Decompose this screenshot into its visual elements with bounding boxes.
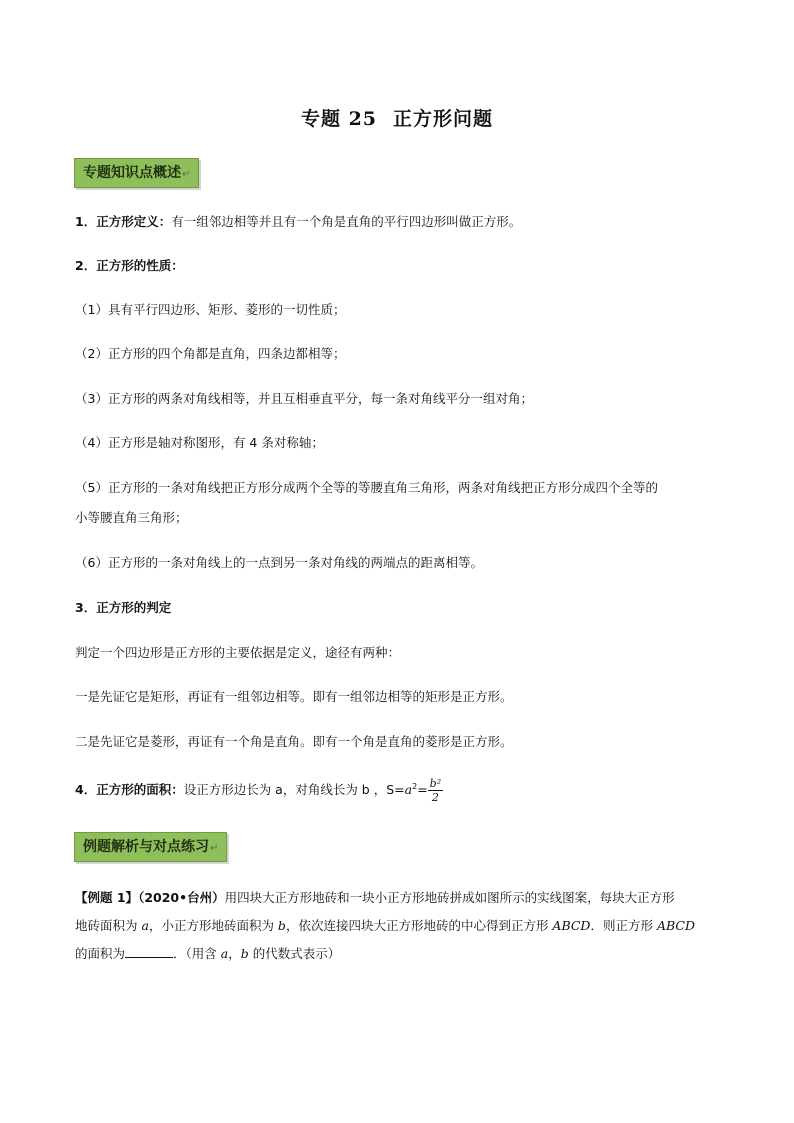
judgement-line: 一是先证它是矩形，再证有一组邻边相等。即有一组邻边相等的矩形是正方形。 [75, 689, 513, 704]
area-equals: = [417, 782, 428, 798]
fraction-numerator: b² [429, 777, 442, 791]
example-text: ，依次连接四块大正方形地砖的中心得到正方形 [285, 918, 553, 933]
property-item: （2）正方形的四个角都是直角，四条边都相等； [75, 346, 346, 361]
var-b: b [240, 946, 249, 961]
judgement-line: 二是先证它是菱形，再证有一个角是直角。即有一个角是直角的菱形是正方形。 [75, 734, 513, 749]
example-text: 地砖面积为 [75, 918, 142, 933]
answer-blank [125, 945, 173, 958]
properties-heading-text: 2．正方形的性质： [75, 258, 184, 273]
property-item: （4）正方形是轴对称图形，有 4 条对称轴； [75, 435, 324, 450]
judgement-heading [75, 596, 730, 620]
return-mark: ↵ [210, 843, 219, 854]
square-label: ABCD [552, 918, 591, 933]
example-tag: 【例题 1】 [75, 890, 139, 905]
fraction-denominator: 2 [431, 791, 439, 805]
property-item: 小等腰直角三角形； [75, 510, 188, 525]
example-text: ．（用含 [173, 946, 221, 961]
area-heading: 4．正方形的面积： [75, 782, 184, 798]
area-var-a: a [404, 782, 413, 798]
var-b: b [277, 918, 286, 933]
definition-text: 有一组邻边相等并且有一个角是直角的平行四边形叫做正方形。 [171, 214, 522, 229]
properties-heading [75, 254, 730, 278]
area-fraction [428, 777, 443, 804]
square-label: ABCD [656, 918, 695, 933]
section-label: 专题知识点概述 [83, 165, 181, 181]
definition-heading: 1．正方形定义： [75, 214, 172, 229]
property-item: （3）正方形的两条对角线相等，并且互相垂直平分，每一条对角线平分一组对角； [75, 391, 533, 406]
section-header-overview [74, 158, 199, 188]
section-header-examples [74, 832, 227, 862]
example-text: 的面积为 [75, 946, 126, 961]
example-text: ．则正方形 [590, 918, 657, 933]
judgement-heading-text: 3．正方形的判定 [75, 600, 172, 615]
var-a: a [220, 946, 229, 961]
property-item: （1）具有平行四边形、矩形、菱形的一切性质； [75, 302, 346, 317]
example-source: （2020•台州） [138, 890, 225, 905]
judgement-line: 判定一个四边形是正方形的主要依据是定义，途径有两种： [75, 645, 401, 660]
example-text: ， [228, 946, 241, 961]
example-text: 的代数式表示） [248, 946, 341, 961]
var-a: a [141, 918, 149, 933]
example-1 [75, 884, 730, 968]
title-text: 正方形问题 [393, 108, 494, 130]
definition-paragraph [75, 210, 730, 234]
property-item: （6）正方形的一条对角线上的一点到另一条对角线的两端点的距离相等。 [75, 555, 483, 570]
section-label: 例题解析与对点练习 [83, 839, 209, 855]
area-text: 设正方形边长为 a，对角线长为 b ，S= [183, 782, 405, 798]
property-item: （5）正方形的一条对角线把正方形分成两个全等的等腰直角三角形，两条对角线把正方形分成四个全等的 [75, 480, 658, 495]
example-text: ，小正方形地砖面积为 [148, 918, 278, 933]
example-text: 用四块大正方形地砖和一块小正方形地砖拼成如图所示的实线图案，每块大正方形 [224, 890, 675, 905]
title-number: 专题 25 [300, 108, 378, 130]
area-paragraph [75, 770, 730, 807]
page-title [0, 104, 794, 131]
area-exponent: 2 [412, 782, 418, 791]
return-mark: ↵ [182, 169, 191, 180]
